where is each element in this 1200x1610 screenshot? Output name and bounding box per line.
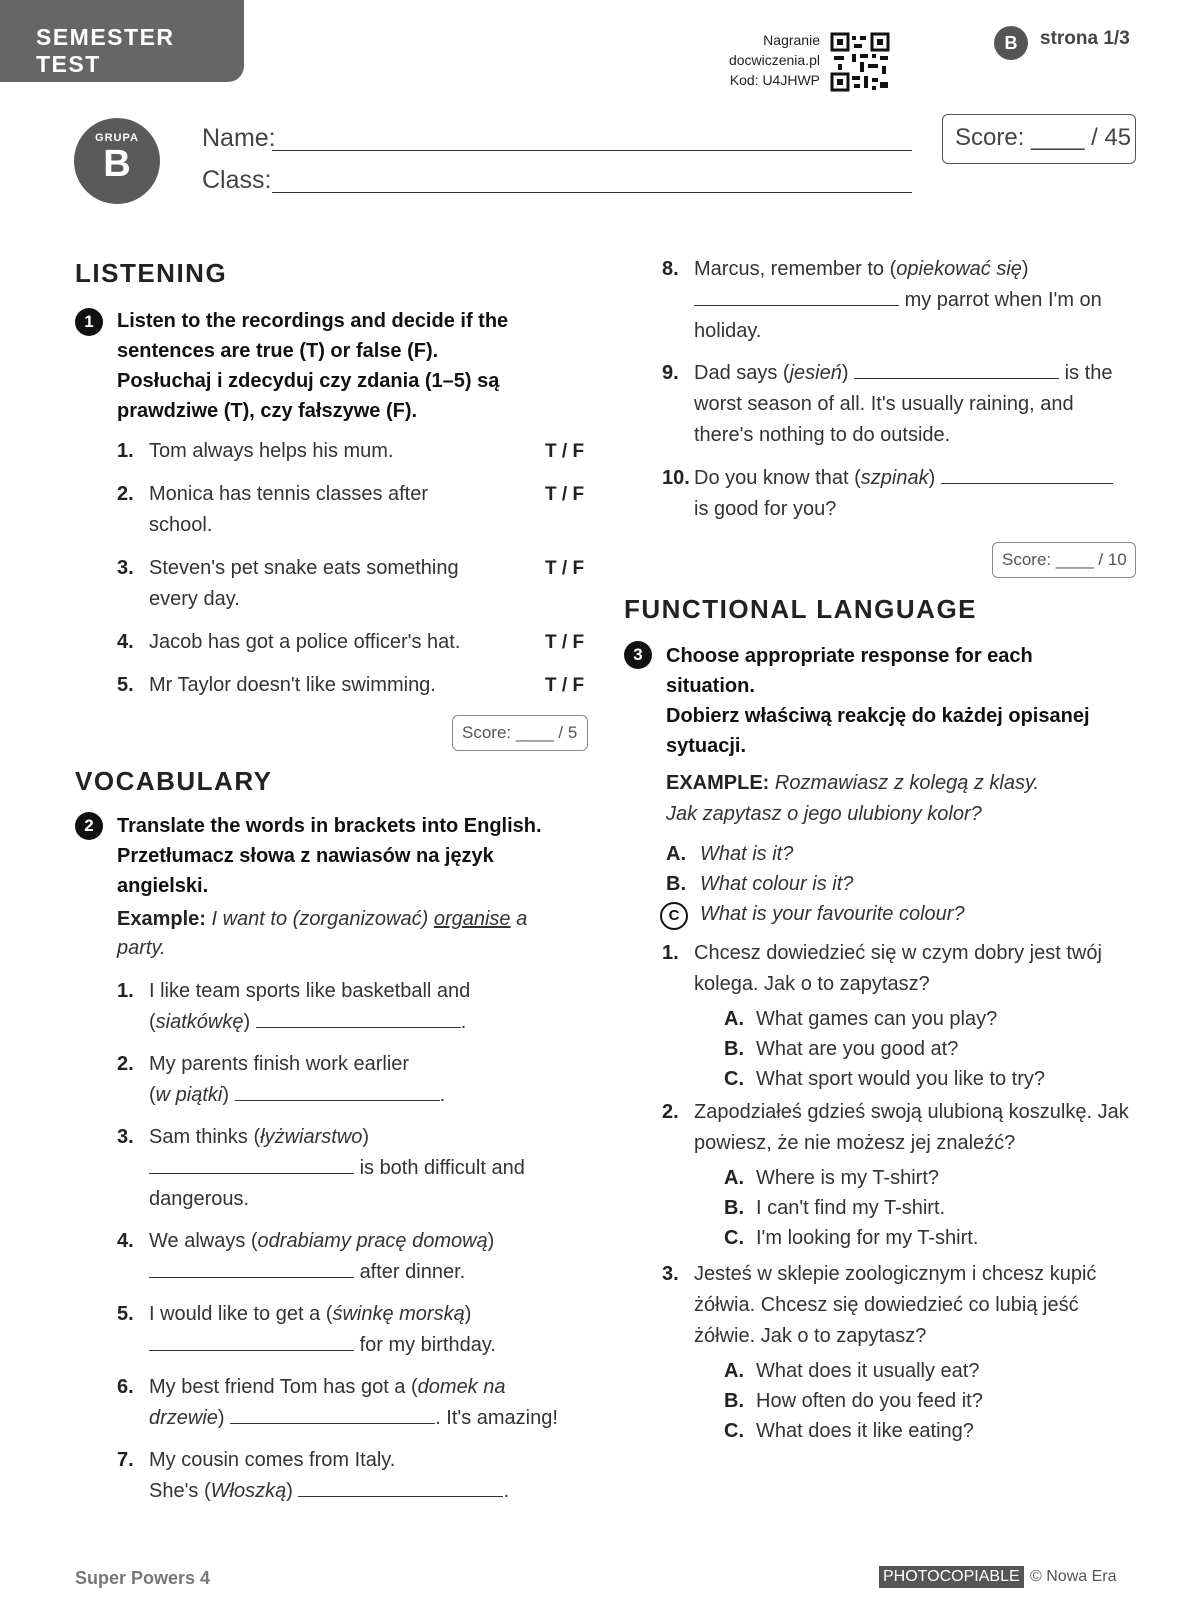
example-text: Rozmawiasz z kolegą z klasy. [774,772,1040,794]
total-score-box[interactable] [942,114,1136,164]
vocabulary-item [662,254,1132,347]
bracket: ) [841,362,849,384]
listening-score-box[interactable] [452,715,588,751]
listening-item [117,436,597,467]
option-text: What does it usually eat? [756,1360,980,1382]
item-ending: . [439,1084,446,1106]
instruction-pl: Przetłumacz słowa z nawiasów na język angielski. [117,845,494,897]
polish-word: opiekować się [896,258,1022,280]
functional-item [662,1097,1138,1253]
item-text: My cousin comes from Italy. [149,1449,396,1471]
item-ending: . [503,1480,509,1502]
item-question: Chcesz dowiedzieć się w czym dobry jest twój kolega. Jak o to zapytasz? [694,942,1102,995]
polish-word: łyżwiarstwo [260,1126,363,1148]
recording-label: Nagranie [763,32,820,48]
answer-option[interactable] [724,1386,1138,1416]
score-label: Score: ____ / 5 [462,723,578,742]
vocabulary-heading: VOCABULARY [75,766,273,796]
option-letter: B. [724,1038,744,1060]
page-number: strona 1/3 [1040,28,1130,49]
item-text: Mr Taylor doesn't like swimming. [149,674,436,696]
true-false-choice[interactable]: T / F [545,484,585,505]
item-question: Jesteś w sklepie zoologicznym i chcesz kupić żółwia. Chcesz się dowiedzieć co lubią jeść żółwie. Jak o to zapytasz? [694,1263,1097,1347]
instruction-en: Translate the words in brackets into English. [117,815,542,837]
recording-info [660,30,820,90]
answer-option[interactable] [724,1163,1138,1193]
option-letter: B. [724,1390,744,1412]
class-field[interactable] [272,192,912,193]
answer-blank[interactable] [230,1405,435,1424]
item-ending: is both difficult and dangerous. [149,1157,525,1210]
option-letter: A. [666,843,686,865]
total-score-label: Score: ____ / 45 [955,124,1132,151]
item-number: 4. [117,631,134,653]
item-number: 6. [117,1376,134,1398]
listening-item [117,670,597,701]
tab-label: SEMESTER TEST [36,24,175,77]
name-label: Name: [202,124,276,152]
item-ending: my parrot when I'm on holiday. [694,289,1102,342]
vocabulary-item [117,1049,587,1111]
option-text: How often do you feed it? [756,1390,983,1412]
item-text: Steven's pet snake eats something every day. [149,557,459,610]
option-letter: B. [724,1197,744,1219]
bracket: ) [362,1126,370,1148]
item-number: 4. [117,1230,134,1252]
answer-blank[interactable] [298,1478,503,1497]
vocabulary-item [117,1445,587,1507]
polish-word: domek na drzewie [149,1376,506,1429]
instruction-pl: Posłuchaj i zdecyduj czy zdania (1–5) są prawdziwe (T), czy fałszywe (F). [117,370,500,422]
polish-word: odrabiamy pracę domową [257,1230,488,1252]
item-text: I like team sports like basketball and [149,980,471,1002]
item-text: Tom always helps his mum. [149,440,394,462]
polish-word: jesień [789,362,842,384]
item-text: Dad says ( [694,362,790,384]
true-false-choice[interactable]: T / F [545,441,585,462]
item-number: 1. [117,440,134,462]
item-number: 3. [117,1126,134,1148]
group-badge: B [994,26,1028,60]
answer-blank[interactable] [854,360,1059,379]
photocopiable-badge: PHOTOCOPIABLE [879,1566,1024,1588]
item-number: 5. [117,674,134,696]
option-letter: A. [724,1008,744,1030]
answer-blank[interactable] [941,465,1113,484]
item-ending: is the worst season of all. It's usually raining, and there's nothing to do outside. [694,362,1113,446]
bracket: ) [1021,258,1029,280]
answer-option[interactable] [724,1356,1138,1386]
functional-language-heading: FUNCTIONAL LANGUAGE [624,594,978,624]
option-letter: A. [724,1360,744,1382]
item-number: 2. [662,1101,679,1123]
functional-instructions [666,641,1126,761]
option-letter: C. [724,1068,744,1090]
item-number: 2. [117,483,134,505]
item-number: 7. [117,1449,134,1471]
recording-site: docwiczenia.pl [728,52,820,68]
bracket: ) [217,1407,225,1429]
vocabulary-example [117,905,547,963]
answer-option[interactable] [724,1064,1138,1094]
example-answer: organise [433,908,511,930]
answer-option[interactable] [724,1034,1138,1064]
answer-blank[interactable] [256,1009,461,1028]
example-options [666,839,1126,930]
option-text: Where is my T-shirt? [756,1167,939,1189]
item-number: 8. [662,258,679,280]
option-letter: C. [724,1420,744,1442]
polish-word: Włoszką [210,1480,287,1502]
item-text: She's ( [149,1480,211,1502]
instruction-en: Listen to the recordings and decide if the sentences are true (T) or false (F). [117,310,509,362]
polish-word: w piątki [155,1084,223,1106]
item-number: 9. [662,362,679,384]
example-question: Jak zapytasz o jego ulubiony kolor? [666,803,982,825]
item-text: I would like to get a ( [149,1303,333,1325]
option-text: What is it? [700,843,794,865]
option-text: I'm looking for my T-shirt. [756,1227,979,1249]
item-text: Monica has tennis classes after school. [149,483,429,536]
item-text: We always ( [149,1230,258,1252]
item-number: 1. [662,942,679,964]
listening-heading: LISTENING [75,258,228,288]
item-number: 1. [117,980,134,1002]
bracket: ) [286,1480,293,1502]
publisher: © Nowa Era [1030,1568,1117,1585]
item-number: 3. [117,557,134,579]
item-number: 5. [117,1303,134,1325]
option-letter: A. [724,1167,744,1189]
vocabulary-item [117,1299,587,1361]
bracket: ( [149,1011,156,1033]
qr-code-icon [830,32,890,92]
answer-option[interactable] [724,1193,1138,1223]
bracket: ) [928,467,936,489]
bracket: ) [243,1011,251,1033]
example-text: I want to (zorganizować) [211,908,429,930]
item-ending: is good for you? [694,498,837,520]
example-label: EXAMPLE: [666,772,770,794]
item-text: Marcus, remember to ( [694,258,897,280]
example-end: a party. [117,908,528,959]
group-circle-label: GRUPA [95,132,139,144]
group-circle [74,118,160,204]
item-number: 3. [662,1263,679,1285]
item-number: 2. [117,1053,134,1075]
item-text: Sam thinks ( [149,1126,261,1148]
option-text: What games can you play? [756,1008,998,1030]
option-letter: B. [666,873,686,895]
vocabulary-item [117,1372,587,1434]
option-text: What colour is it? [700,873,854,895]
answer-option[interactable] [724,1223,1138,1253]
listening-item [117,553,597,615]
score-label: Score: ____ / 10 [1002,550,1127,569]
functional-example [666,768,1126,830]
polish-word: siatkówkę [155,1011,244,1033]
item-text: Do you know that ( [694,467,861,489]
bracket: ) [487,1230,495,1252]
vocabulary-item [117,976,587,1038]
vocabulary-score-box[interactable] [992,542,1136,578]
polish-word: świnkę morską [332,1303,465,1325]
exercise-number: 1 [75,308,103,336]
exercise-number: 2 [75,812,103,840]
answer-option[interactable] [724,1004,1138,1034]
answer-blank[interactable] [149,1259,354,1278]
example-label: Example: [117,908,206,930]
item-ending: for my birthday. [359,1334,496,1356]
item-text: My parents finish work earlier [149,1053,410,1075]
bracket: ( [149,1084,156,1106]
vocabulary-item [662,358,1132,451]
listening-instructions [117,306,597,426]
circled-option-letter: C [660,902,688,930]
bracket: ) [222,1084,230,1106]
exercise-number: 3 [624,641,652,669]
option-text: What sport would you like to try? [756,1068,1046,1090]
item-ending: . It's amazing! [435,1407,558,1429]
vocabulary-instructions [117,811,587,901]
item-text: Jacob has got a police officer's hat. [149,631,461,653]
answer-blank[interactable] [149,1332,354,1351]
option-text: I can't find my T-shirt. [756,1197,946,1219]
answer-blank[interactable] [149,1155,354,1174]
bracket: ) [464,1303,472,1325]
class-label: Class: [202,166,272,194]
instruction-en: Choose appropriate response for each situation. [666,645,1033,697]
instruction-pl: Dobierz właściwą reakcję do każdej opisanej sytuacji. [666,705,1090,757]
answer-option[interactable] [724,1416,1138,1446]
item-number: 10. [662,467,690,489]
functional-item [662,1259,1138,1446]
true-false-choice[interactable]: T / F [545,632,585,653]
listening-item [117,627,597,658]
listening-item [117,479,597,541]
vocabulary-item [662,463,1138,525]
polish-word: szpinak [860,467,929,489]
book-title: Super Powers 4 [75,1568,211,1588]
answer-blank[interactable] [235,1082,440,1101]
vocabulary-item [117,1122,587,1215]
functional-item [662,938,1138,1094]
semester-test-tab [0,0,244,82]
item-text: My best friend Tom has got a ( [149,1376,418,1398]
true-false-choice[interactable]: T / F [545,675,585,696]
item-ending: . [460,1011,467,1033]
option-text: What does it like eating? [756,1420,974,1442]
answer-blank[interactable] [694,287,899,306]
vocabulary-item [117,1226,587,1288]
option-text: What is your favourite colour? [700,903,965,925]
group-circle-letter: B [103,143,131,185]
item-question: Zapodziałeś gdzieś swoją ulubioną koszulkę. Jak powiesz, że nie możesz jej znaleźć? [694,1101,1129,1154]
true-false-choice[interactable]: T / F [545,558,585,579]
recording-code: Kod: U4JHWP [729,72,820,88]
item-ending: after dinner. [359,1261,466,1283]
name-field[interactable] [272,150,912,151]
option-letter: C. [724,1227,744,1249]
option-text: What are you good at? [756,1038,959,1060]
